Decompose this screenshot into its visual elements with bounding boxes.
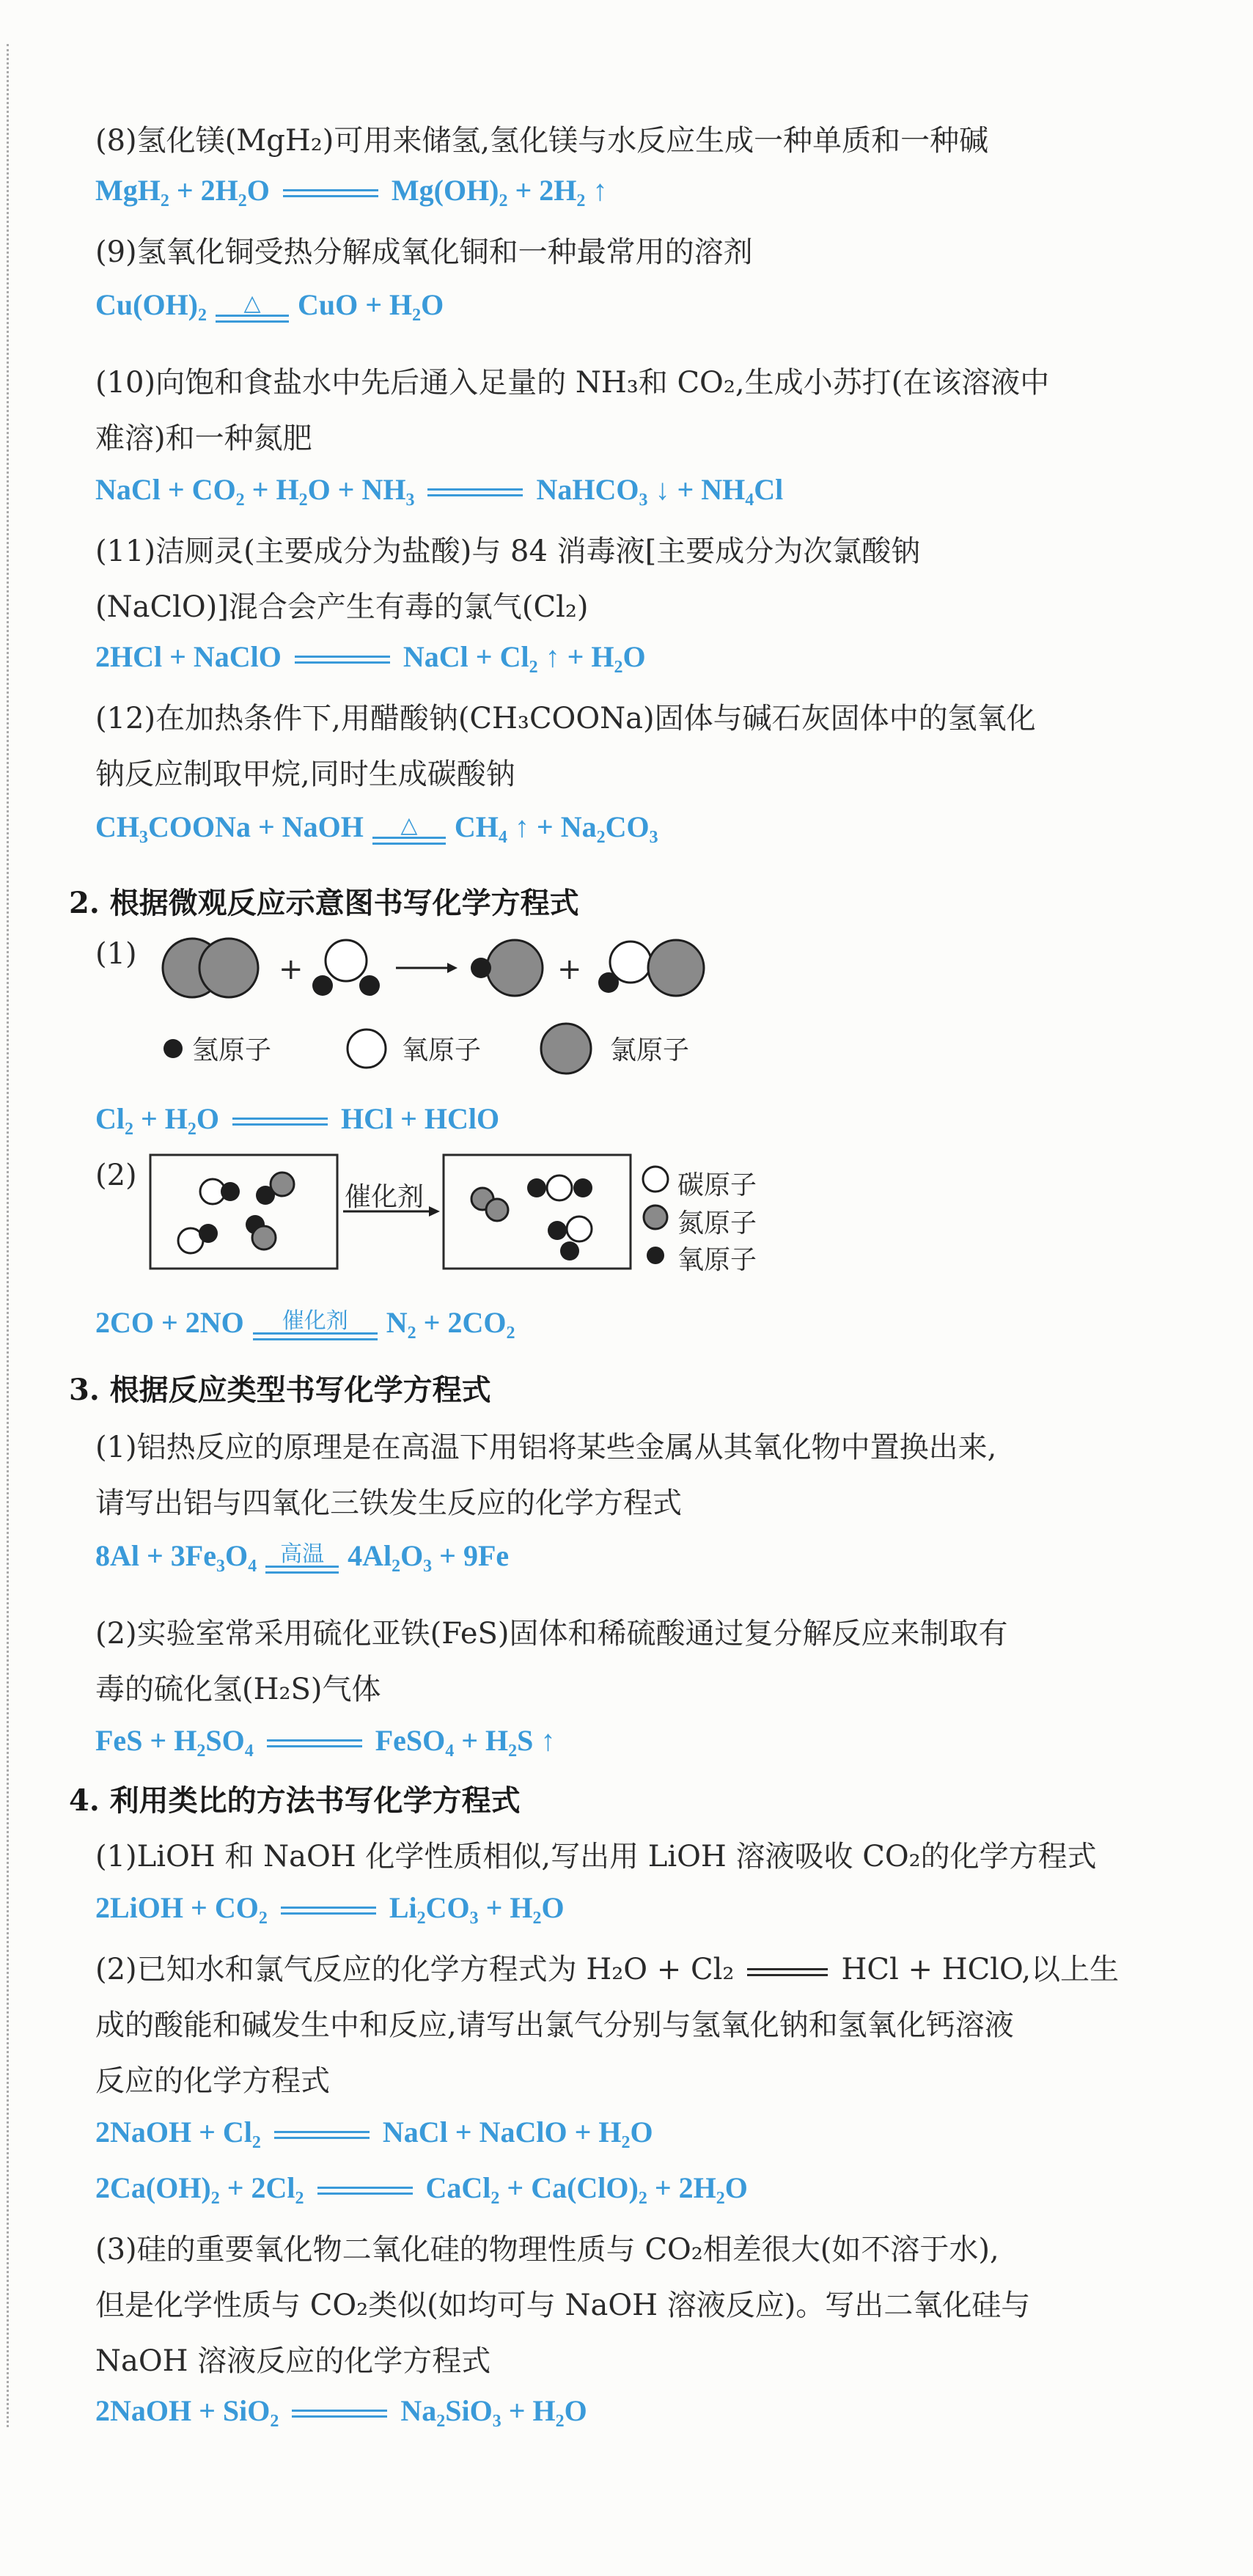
legend-h-icon [154, 1027, 198, 1071]
q9-text: (9)氢氧化铜受热分解成氧化铜和一种最常用的溶剂 [95, 235, 753, 269]
s4-p1-text: (1)LiOH 和 NaOH 化学性质相似,写出用 LiOH 溶液吸收 CO₂的化学方程式 [95, 1840, 1097, 1874]
s4-p3-answer: 2NaOH + SiO₂ Na₂SiO₃ + H₂O [95, 2394, 587, 2427]
s4-p3-line2: 但是化学性质与 CO₂类似(如均可与 NaOH 溶液反应)。写出二氧化硅与 [95, 2289, 1031, 2322]
legend-c-icon [639, 1163, 672, 1195]
s3-p2-answer: FeS + H₂SO₄ FeSO₄ + H₂S ↑ [95, 1724, 556, 1757]
q12-line2: 钠反应制取甲烷,同时生成碳酸钠 [95, 757, 515, 791]
s4-p2-line3: 反应的化学方程式 [95, 2064, 330, 2098]
s3-p1-line2: 请写出铝与四氧化三铁发生反应的化学方程式 [95, 1486, 682, 1520]
cl-atom-icon [199, 939, 258, 997]
reaction-diagram-1 [147, 931, 733, 1012]
q11-line1: (11)洁厕灵(主要成分为盐酸)与 84 消毒液[主要成分为次氯酸钠 [95, 535, 921, 568]
s2-p1-label: (1) [95, 937, 137, 971]
svg-text:+: + [279, 953, 304, 986]
section-2-heading: 2. 根据微观反应示意图书写化学方程式 [69, 886, 579, 920]
q11-answer: 2HCl + NaClO NaCl + Cl₂ ↑ + H₂O [95, 640, 646, 673]
s4-p2-line1: (2)已知水和氯气反应的化学方程式为 H₂O + Cl₂ HCl + HClO,以上生 [95, 1953, 1120, 1986]
s4-p3-line3: NaOH 溶液反应的化学方程式 [95, 2344, 491, 2378]
q9-answer: Cu(OH)₂ △ CuO + H₂O [95, 287, 444, 323]
q10-line1: (10)向饱和食盐水中先后通入足量的 NH₃和 CO₂,生成小苏打(在该溶液中 [95, 366, 1050, 400]
s3-p2-line2: 毒的硫化氢(H₂S)气体 [95, 1673, 381, 1706]
legend-h-label: 氢原子 [192, 1035, 272, 1065]
section-4-heading: 4. 利用类比的方法书写化学方程式 [69, 1783, 521, 1818]
s3-p2-line1: (2)实验室常采用硫化亚铁(FeS)固体和稀硫酸通过复分解反应来制取有 [95, 1617, 1008, 1651]
legend-o-icon [342, 1024, 393, 1075]
s2-p2-answer: 2CO + 2NO 催化剂 N₂ + 2CO₂ [95, 1305, 515, 1340]
q11-line2: (NaClO)]混合会产生有毒的氯气(Cl₂) [95, 590, 589, 624]
section-3-heading: 3. 根据反应类型书写化学方程式 [69, 1373, 491, 1407]
legend-o2-label: 氧原子 [677, 1245, 757, 1275]
h-atom-icon [598, 972, 619, 993]
cl-atom-icon [487, 940, 543, 996]
legend-o2-icon [639, 1239, 672, 1272]
svg-text:+: + [557, 953, 582, 986]
h-atom-icon [471, 958, 491, 978]
q12-line1: (12)在加热条件下,用醋酸钠(CH₃COONa)固体与碱石灰固体中的氢氧化 [95, 702, 1036, 735]
legend-cl-label: 氯原子 [610, 1035, 690, 1065]
q12-answer: CH₃COONa + NaOH △ CH₄ ↑ + Na₂CO₃ [95, 810, 658, 845]
q8-answer: MgH₂ + 2H₂O Mg(OH)₂ + 2H₂ ↑ [95, 174, 608, 207]
legend-c-label: 碳原子 [677, 1170, 757, 1200]
reactant-box [150, 1155, 337, 1269]
legend-n-label: 氮原子 [677, 1208, 757, 1239]
cl-atom-icon [648, 940, 704, 996]
s4-p1-answer: 2LiOH + CO₂ Li₂CO₃ + H₂O [95, 1891, 565, 1924]
margin-dotted-line [7, 44, 9, 2427]
s2-p1-answer: Cl₂ + H₂O HCl + HClO [95, 1102, 500, 1135]
catalyst-label: 催化剂 [345, 1182, 425, 1212]
s2-p2-label: (2) [95, 1159, 137, 1192]
q8-text: (8)氢化镁(MgH₂)可用来储氢,氢化镁与水反应生成一种单质和一种碱 [95, 124, 989, 158]
s4-p3-line1: (3)硅的重要氧化物二氧化硅的物理性质与 CO₂相差很大(如不溶于水), [95, 2233, 999, 2267]
legend-cl-icon [537, 1021, 595, 1079]
product-box [444, 1155, 631, 1269]
s4-p2-answer1: 2NaOH + Cl₂ NaCl + NaClO + H₂O [95, 2116, 653, 2148]
s4-p2-line2: 成的酸能和碱发生中和反应,请写出氯气分别与氢氧化钠和氢氧化钙溶液 [95, 2008, 1014, 2042]
q10-answer: NaCl + CO₂ + H₂O + NH₃ NaHCO₃ ↓ + NH₄Cl [95, 473, 784, 506]
s3-p1-answer: 8Al + 3Fe₃O₄ 高温 4Al₂O₃ + 9Fe [95, 1538, 509, 1574]
h-atom-icon [312, 975, 333, 996]
s3-p1-line1: (1)铝热反应的原理是在高温下用铝将某些金属从其氧化物中置换出来, [95, 1431, 997, 1464]
legend-o-label: 氧原子 [402, 1035, 482, 1065]
reaction-diagram-2 [147, 1151, 638, 1276]
q10-line2: 难溶)和一种氮肥 [95, 422, 312, 455]
legend-n-icon [639, 1201, 672, 1233]
o-atom-icon [326, 940, 367, 981]
h-atom-icon [359, 975, 380, 996]
s4-p2-answer2: 2Ca(OH)₂ + 2Cl₂ CaCl₂ + Ca(ClO)₂ + 2H₂O [95, 2171, 748, 2204]
